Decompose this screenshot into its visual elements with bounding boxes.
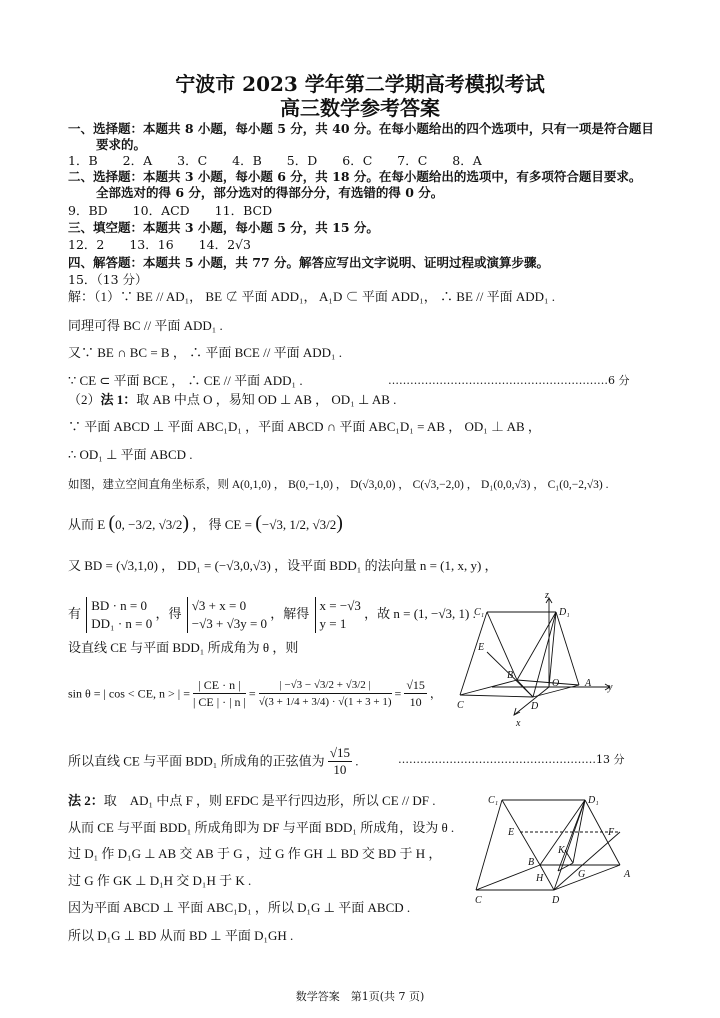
page-title: 宁波市 2023 学年第二学期高考模拟考试 <box>175 72 545 96</box>
period: . <box>355 753 359 769</box>
point-e-label: 从而 E <box>68 517 106 532</box>
question-15-label: 15．（13 分） <box>68 272 148 287</box>
fig1-label-x: x <box>516 718 521 729</box>
method-2-label: 法 2： <box>68 793 104 808</box>
equals-sign-2: = <box>394 686 402 701</box>
paren-open: ( <box>108 512 116 534</box>
sine-lhs: sin θ = | cos < CE, n > | = <box>68 686 190 701</box>
page-subtitle: 高三数学参考答案 <box>280 96 440 120</box>
fraction-2-den: √(3 + 1/4 + 3/4) · √(1 + 3 + 1) <box>258 696 392 708</box>
vector-ce-coords: −√3, 1/2, √3/2 <box>261 517 337 532</box>
fig1-label-c1: C₁ <box>474 607 485 618</box>
solution-line-17: 过 D₁ 作 D₁G ⊥ AB 交 AB 于 G ，过 G 作 GH ⊥ BD 交 BD 于 H ， <box>68 846 442 861</box>
section-2-header-cont: 全部选对的得 6 分，部分选对的得部分分，有选错的得 0 分。 <box>96 185 444 200</box>
fig1-label-z: z <box>545 590 549 601</box>
answer-fraction-den: 10 <box>333 762 347 777</box>
fraction-1 <box>193 677 246 710</box>
solution-line-3: 又∵ BE ∩ BC = B ， ∴ 平面 BCE // 平面 ADD₁ . <box>68 345 343 360</box>
score-6: ……………………………………………………6 分 <box>388 374 630 387</box>
system-1-eq1: BD · n = 0 <box>91 598 147 613</box>
solution-line-9 <box>68 512 343 534</box>
fig1-label-d1: D₁ <box>559 607 570 618</box>
normal-vector-result: ，故 n = (1, −√3, 1) . <box>364 605 476 621</box>
figure-2-diagram <box>470 785 640 910</box>
answers-2: 9．BD 10．ACD 11．BCD <box>68 203 273 218</box>
answers-3: 12．2 13．16 14．2√3 <box>68 237 251 252</box>
solution-line-16: 从而 CE 与平面 BDD₁ 所成角即为 DF 与平面 BDD₁ 所成角，设为 θ . <box>68 820 455 835</box>
fig2-label-d: D <box>552 895 560 906</box>
solution-line-19: 因为平面 ABCD ⊥ 平面 ABC₁D₁ ，所以 D₁G ⊥ 平面 ABCD . <box>68 900 411 915</box>
fraction-1-num: | CE · n | <box>193 677 246 694</box>
system-2-eq2: −√3 + √3y = 0 <box>191 616 268 631</box>
solution-line-4: ∵ CE ⊂ 平面 BCE ， ∴ CE // 平面 ADD₁ . <box>68 373 303 388</box>
system-1 <box>86 597 152 633</box>
fraction-2-num: | −√3 − √3/2 + √3/2 | <box>259 677 392 694</box>
fig2-label-d1: D₁ <box>588 795 599 806</box>
fraction-2 <box>259 677 392 710</box>
fig1-label-a: A <box>585 678 592 689</box>
section-2-header: 二、选择题：本题共 3 小题，每小题 6 分，共 18 分。在每小题给出的选项中，有多项符合题目要求。 <box>68 169 642 184</box>
fig1-label-c: C <box>457 700 464 711</box>
get-label: ，得 <box>155 605 182 621</box>
fraction-1-den: | CE | · | n | <box>192 695 246 709</box>
system-1-eq2: DD₁ · n = 0 <box>91 616 153 631</box>
solution-line-6: ∵ 平面 ABCD ⊥ 平面 ABC₁D₁ ，平面 ABCD ∩ 平面 ABC₁D₁ = AB ， OD₁ ⊥ AB ， <box>68 419 541 434</box>
equals-sign: = <box>248 686 256 701</box>
system-3-eq1: x = −√3 <box>319 598 361 613</box>
method-2-text: 取 AD₁ 中点 F ，则 EFDC 是平行四边形，所以 CE // DF . <box>103 793 436 808</box>
method-1-text: 取 AB 中点 O ，易知 OD ⊥ AB ， OD₁ ⊥ AB . <box>136 392 397 407</box>
section-4-header: 四、解答题：本题共 5 小题，共 77 分。解答应写出文字说明、证明过程或演算步骤。 <box>68 255 550 270</box>
solution-line-5 <box>68 392 396 408</box>
fraction-3-den: 10 <box>409 695 422 709</box>
page-footer: 数学答案 第1页(共 7 页) <box>295 990 425 1003</box>
fig2-label-g: G <box>578 869 586 880</box>
coordinates-line: 如图，建立空间直角坐标系，则 A(0,1,0) ， B(0,−1,0) ， D(√3,0,0) ， C(√3,−2,0) ， D₁(0,0,√3) ， C₁(0,−2,√3) . <box>68 479 609 491</box>
paren-close: ) <box>182 512 189 534</box>
conclusion-text: 所以直线 CE 与平面 BDD₁ 所成角的正弦值为 <box>68 753 325 769</box>
fig2-label-k: K <box>558 845 565 856</box>
fig2-label-h: H <box>536 873 544 884</box>
section-1-header-cont: 要求的。 <box>96 137 147 152</box>
solve-label: ，解得 <box>270 605 310 621</box>
method-2-line <box>68 793 436 809</box>
solution-line-2: 同理可得 BC // 平面 ADD₁ . <box>68 318 223 333</box>
vector-ce-label: ， 得 CE = <box>192 517 252 532</box>
paren-close-2: ) <box>336 512 343 534</box>
figure-1-diagram <box>452 590 632 730</box>
system-3-eq2: y = 1 <box>319 616 347 631</box>
solution-line-7: ∴ OD₁ ⊥ 平面 ABCD . <box>68 447 193 462</box>
part-2-label: （2） <box>68 392 101 407</box>
answers-1: 1．B 2．A 3．C 4．B 5．D 6．C 7．C 8．A <box>68 153 482 168</box>
point-e-coords: 0, −3/2, √3/2 <box>115 517 183 532</box>
solution-line-11 <box>68 597 476 633</box>
fig2-label-a: A <box>624 869 631 880</box>
fig1-label-o: O <box>552 678 560 689</box>
fig2-label-e: E <box>508 827 515 838</box>
fig1-label-y: y <box>608 682 613 693</box>
section-3-header: 三、填空题：本题共 3 小题，每小题 5 分，共 15 分。 <box>68 220 379 235</box>
comma: ， <box>429 686 442 701</box>
fig1-label-d: D <box>531 701 539 712</box>
answer-fraction-num: √15 <box>329 745 350 760</box>
sine-formula <box>68 677 442 710</box>
system-3 <box>315 597 361 633</box>
fraction-3 <box>404 677 427 710</box>
solution-line-14 <box>68 745 358 778</box>
fig1-label-e: E <box>478 642 485 653</box>
fig1-label-b: B <box>507 670 514 681</box>
fig2-label-b: B <box>528 857 535 868</box>
have-label: 有 <box>68 605 82 621</box>
score-13: ………………………………………………13 分 <box>398 753 625 766</box>
fraction-3-num: √15 <box>406 678 425 692</box>
fig2-label-f: F <box>608 827 615 838</box>
solution-line-12: 设直线 CE 与平面 BDD₁ 所成角为 θ ，则 <box>68 640 299 655</box>
fig2-label-c: C <box>475 895 482 906</box>
solution-line-20: 所以 D₁G ⊥ BD 从而 BD ⊥ 平面 D₁GH . <box>68 928 294 943</box>
solution-line-10: 又 BD = (√3,1,0) ， DD₁ = (−√3,0,√3) ，设平面 BDD₁ 的法向量 n = (1, x, y) ， <box>68 558 498 573</box>
system-2-eq1: √3 + x = 0 <box>191 598 247 613</box>
method-1-label: 法 1： <box>100 392 137 407</box>
solution-line-18: 过 G 作 GK ⊥ D₁H 交 D₁H 于 K . <box>68 873 252 888</box>
system-2 <box>187 597 267 633</box>
answer-fraction <box>328 745 352 778</box>
paren-open-2: ( <box>255 512 262 534</box>
fig2-label-c1: C₁ <box>488 795 499 806</box>
solution-line-1: 解：（1）∵ BE // AD₁， BE ⊄ 平面 ADD₁， A₁D ⊂ 平面 ADD₁， ∴ BE // 平面 ADD₁ . <box>68 289 556 304</box>
section-1-header: 一、选择题：本题共 8 小题，每小题 5 分，共 40 分。在每小题给出的四个选项中，只有一项是符合题目 <box>68 121 654 136</box>
